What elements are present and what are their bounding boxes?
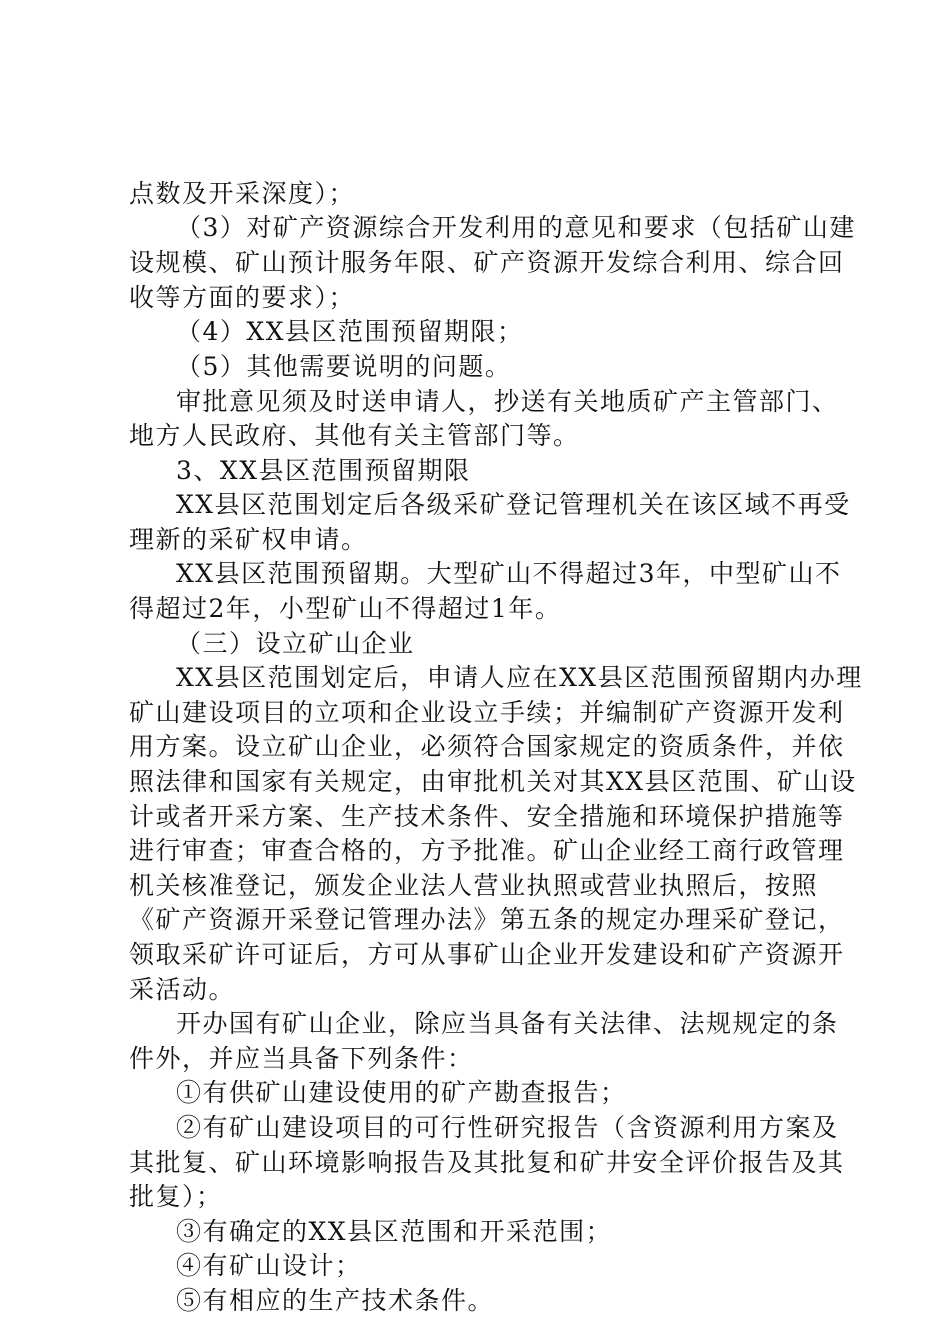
text-line: 收等方面的要求）； <box>129 283 356 312</box>
text-line: 用方案。设立矿山企业，必须符合国家规定的资质条件，并依 <box>129 732 845 761</box>
list-item: ⑤有相应的生产技术条件。 <box>176 1286 495 1315</box>
text-line: 矿山建设项目的立项和企业设立手续；并编制矿产资源开发利 <box>129 698 845 727</box>
text-line: 《矿产资源开采登记管理办法》第五条的规定办理采矿登记， <box>129 905 845 934</box>
text-line: 开办国有矿山企业，除应当具备有关法律、法规规定的条 <box>176 1009 839 1038</box>
text-line: （3）对矿产资源综合开发利用的意见和要求（包括矿山建 <box>176 213 856 242</box>
text-line: 照法律和国家有关规定，由审批机关对其XX县区范围、矿山设 <box>129 767 857 796</box>
text-line: 地方人民政府、其他有关主管部门等。 <box>129 421 580 450</box>
text-line: 审批意见须及时送申请人，抄送有关地质矿产主管部门、 <box>176 387 839 416</box>
text-line: 计或者开采方案、生产技术条件、安全措施和环境保护措施等 <box>129 802 845 831</box>
section-heading: （三）设立矿山企业 <box>176 629 415 658</box>
text-line: 件外，并应当具备下列条件： <box>129 1044 474 1073</box>
text-line: 得超过2年，小型矿山不得超过1年。 <box>129 594 562 623</box>
text-line: （4）XX县区范围预留期限； <box>176 317 524 346</box>
text-line: XX县区范围划定后，申请人应在XX县区范围预留期内办理 <box>176 663 863 692</box>
text-line: 机关核准登记，颁发企业法人营业执照或营业执照后，按照 <box>129 871 819 900</box>
text-line: 批复）； <box>129 1182 223 1211</box>
text-line: 领取采矿许可证后，方可从事矿山企业开发建设和矿产资源开 <box>129 940 845 969</box>
text-line: XX县区范围划定后各级采矿登记管理机关在该区域不再受 <box>176 490 851 519</box>
text-line: （5）其他需要说明的问题。 <box>176 352 512 381</box>
text-line: 理新的采矿权申请。 <box>129 525 368 554</box>
text-line: 点数及开采深度）； <box>129 179 356 208</box>
text-line: 设规模、矿山预计服务年限、矿产资源开发综合利用、综合回 <box>129 248 845 277</box>
list-item: ①有供矿山建设使用的矿产勘查报告； <box>176 1078 627 1107</box>
text-line: 3、XX县区范围预留期限 <box>176 456 471 485</box>
text-line: XX县区范围预留期。大型矿山不得超过3年，中型矿山不 <box>176 559 842 588</box>
text-line: 进行审查；审查合格的，方予批准。矿山企业经工商行政管理 <box>129 836 845 865</box>
list-item: ②有矿山建设项目的可行性研究报告（含资源利用方案及 <box>176 1113 839 1142</box>
text-line: 采活动。 <box>129 975 236 1004</box>
list-item: ③有确定的XX县区范围和开采范围； <box>176 1217 613 1246</box>
text-line: 其批复、矿山环境影响报告及其批复和矿井安全评价报告及其 <box>129 1148 845 1177</box>
list-item: ④有矿山设计； <box>176 1251 362 1280</box>
